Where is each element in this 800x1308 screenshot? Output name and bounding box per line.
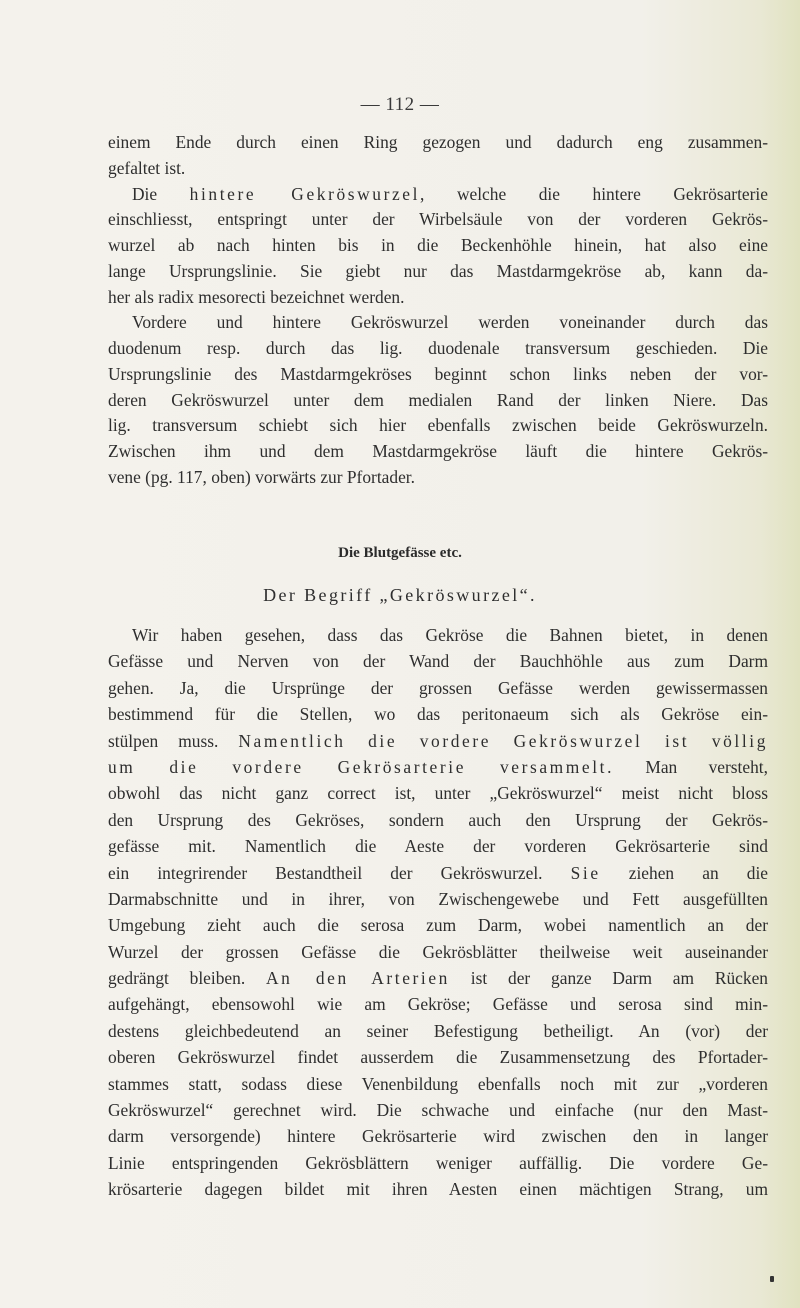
text-line: krösarterie dagegen bildet mit ihren Aesten einen mächtigen Strang, um: [108, 1179, 768, 1200]
text-line: gefaltet ist.: [108, 157, 186, 178]
text-line: her als radix mesorecti bezeichnet werden.: [108, 286, 405, 307]
text-line: gedrängt bleiben. An den Arterien ist der ganze Darm am Rücken: [108, 968, 768, 989]
text-line: lig. transversum schiebt sich hier ebenfalls zwischen beide Gekröswurzeln.: [108, 415, 768, 436]
text-line: stülpen muss. Namentlich die vordere Gekröswurzel ist völlig: [108, 730, 768, 751]
text-line: Vordere und hintere Gekröswurzel werden voneinander durch das: [132, 312, 768, 333]
text-line: Gefässe und Nerven von der Wand der Bauchhöhle aus zum Darm: [108, 651, 768, 672]
text-line: den Ursprung des Gekröses, sondern auch den Ursprung der Gekrös-: [108, 809, 768, 830]
text-line: darm versorgende) hintere Gekrösarterie wird zwischen den in langer: [108, 1126, 768, 1147]
emphasis-word: Sie: [570, 862, 601, 883]
text-line: Darmabschnitte und in ihrer, von Zwischengewebe und Fett ausgefüllten: [108, 888, 768, 909]
emphasis-phrase: An den Arterien: [266, 968, 450, 989]
text-line: um die vordere Gekrösarterie versammelt. Man versteht,: [108, 756, 768, 777]
emphasis-term: hintere Gekröswurzel: [189, 183, 421, 204]
text-line: bestimmend für die Stellen, wo das peritonaeum sich als Gekröse ein-: [108, 704, 768, 725]
text-line: obwohl das nicht ganz correct ist, unter „Gekröswurzel“ meist nicht bloss: [108, 783, 768, 804]
text-line: Umgebung zieht auch die serosa zum Darm, wobei namentlich an der: [108, 915, 768, 936]
text-line: einschliesst, entspringt unter der Wirbelsäule von der vorderen Gekrös-: [108, 209, 768, 230]
text-block-upper: [108, 130, 768, 491]
text-line: wurzel ab nach hinten bis in die Beckenhöhle hinein, hat also eine: [108, 235, 768, 255]
ink-speck: [770, 1276, 774, 1282]
text-line: Die hintere Gekröswurzel, welche die hintere Gekrösarterie: [132, 183, 768, 204]
text-line: gehen. Ja, die Ursprünge der grossen Gefässe werden gewissermassen: [108, 677, 768, 698]
text-line: lange Ursprungslinie. Sie giebt nur das Mastdarmgekröse ab, kann da-: [108, 260, 768, 281]
text-line: duodenum resp. durch das lig. duodenale transversum geschieden. Die: [108, 338, 768, 358]
text-line: Wurzel der grossen Gefässe die Gekrösblätter theilweise weit auseinander: [108, 941, 768, 962]
emphasis-phrase: um die vordere Gekrösarterie versammelt.: [108, 756, 615, 777]
text-line: Zwischen ihm und dem Mastdarmgekröse läuft die hintere Gekrös-: [108, 441, 768, 461]
sub-heading: Der Begriff „Gekröswurzel“.: [263, 585, 537, 605]
section-heading: Die Blutgefässe etc.: [338, 545, 462, 561]
text-line: Wir haben gesehen, dass das Gekröse die Bahnen bietet, in denen: [132, 625, 768, 645]
page-number: — 112 —: [360, 94, 440, 115]
text-line: oberen Gekröswurzel findet ausserdem die Zusammensetzung des Pfortader-: [108, 1047, 768, 1068]
text-line: Ursprungslinie des Mastdarmgekröses beginnt schon links neben der vor-: [108, 363, 768, 384]
text-line: Linie entspringenden Gekrösblättern weniger auffällig. Die vordere Ge-: [108, 1152, 768, 1173]
text-line: aufgehängt, ebensowohl wie am Gekröse; Gefässe und serosa sind min-: [108, 994, 768, 1015]
text-line: stammes statt, sodass diese Venenbildung ebenfalls noch mit zur „vorderen: [108, 1073, 768, 1094]
text-block-lower: [108, 622, 768, 1203]
emphasis-phrase: Namentlich die vordere Gekröswurzel ist völlig: [238, 730, 768, 751]
text-line: deren Gekröswurzel unter dem medialen Rand der linken Niere. Das: [108, 389, 768, 410]
text-line: destens gleichbedeutend an seiner Befestigung betheiligt. An (vor) der: [108, 1020, 768, 1041]
text-line: einem Ende durch einen Ring gezogen und dadurch eng zusammen-: [108, 132, 768, 152]
text-line: gefässe mit. Namentlich die Aeste der vorderen Gekrösarterie sind: [108, 836, 768, 857]
text-line: ein integrirender Bestandtheil der Gekröswurzel. Sie ziehen an die: [108, 862, 768, 883]
text-line: Gekröswurzel“ gerechnet wird. Die schwache und einfache (nur den Mast-: [108, 1100, 768, 1121]
text-line: vene (pg. 117, oben) vorwärts zur Pfortader.: [108, 466, 415, 487]
